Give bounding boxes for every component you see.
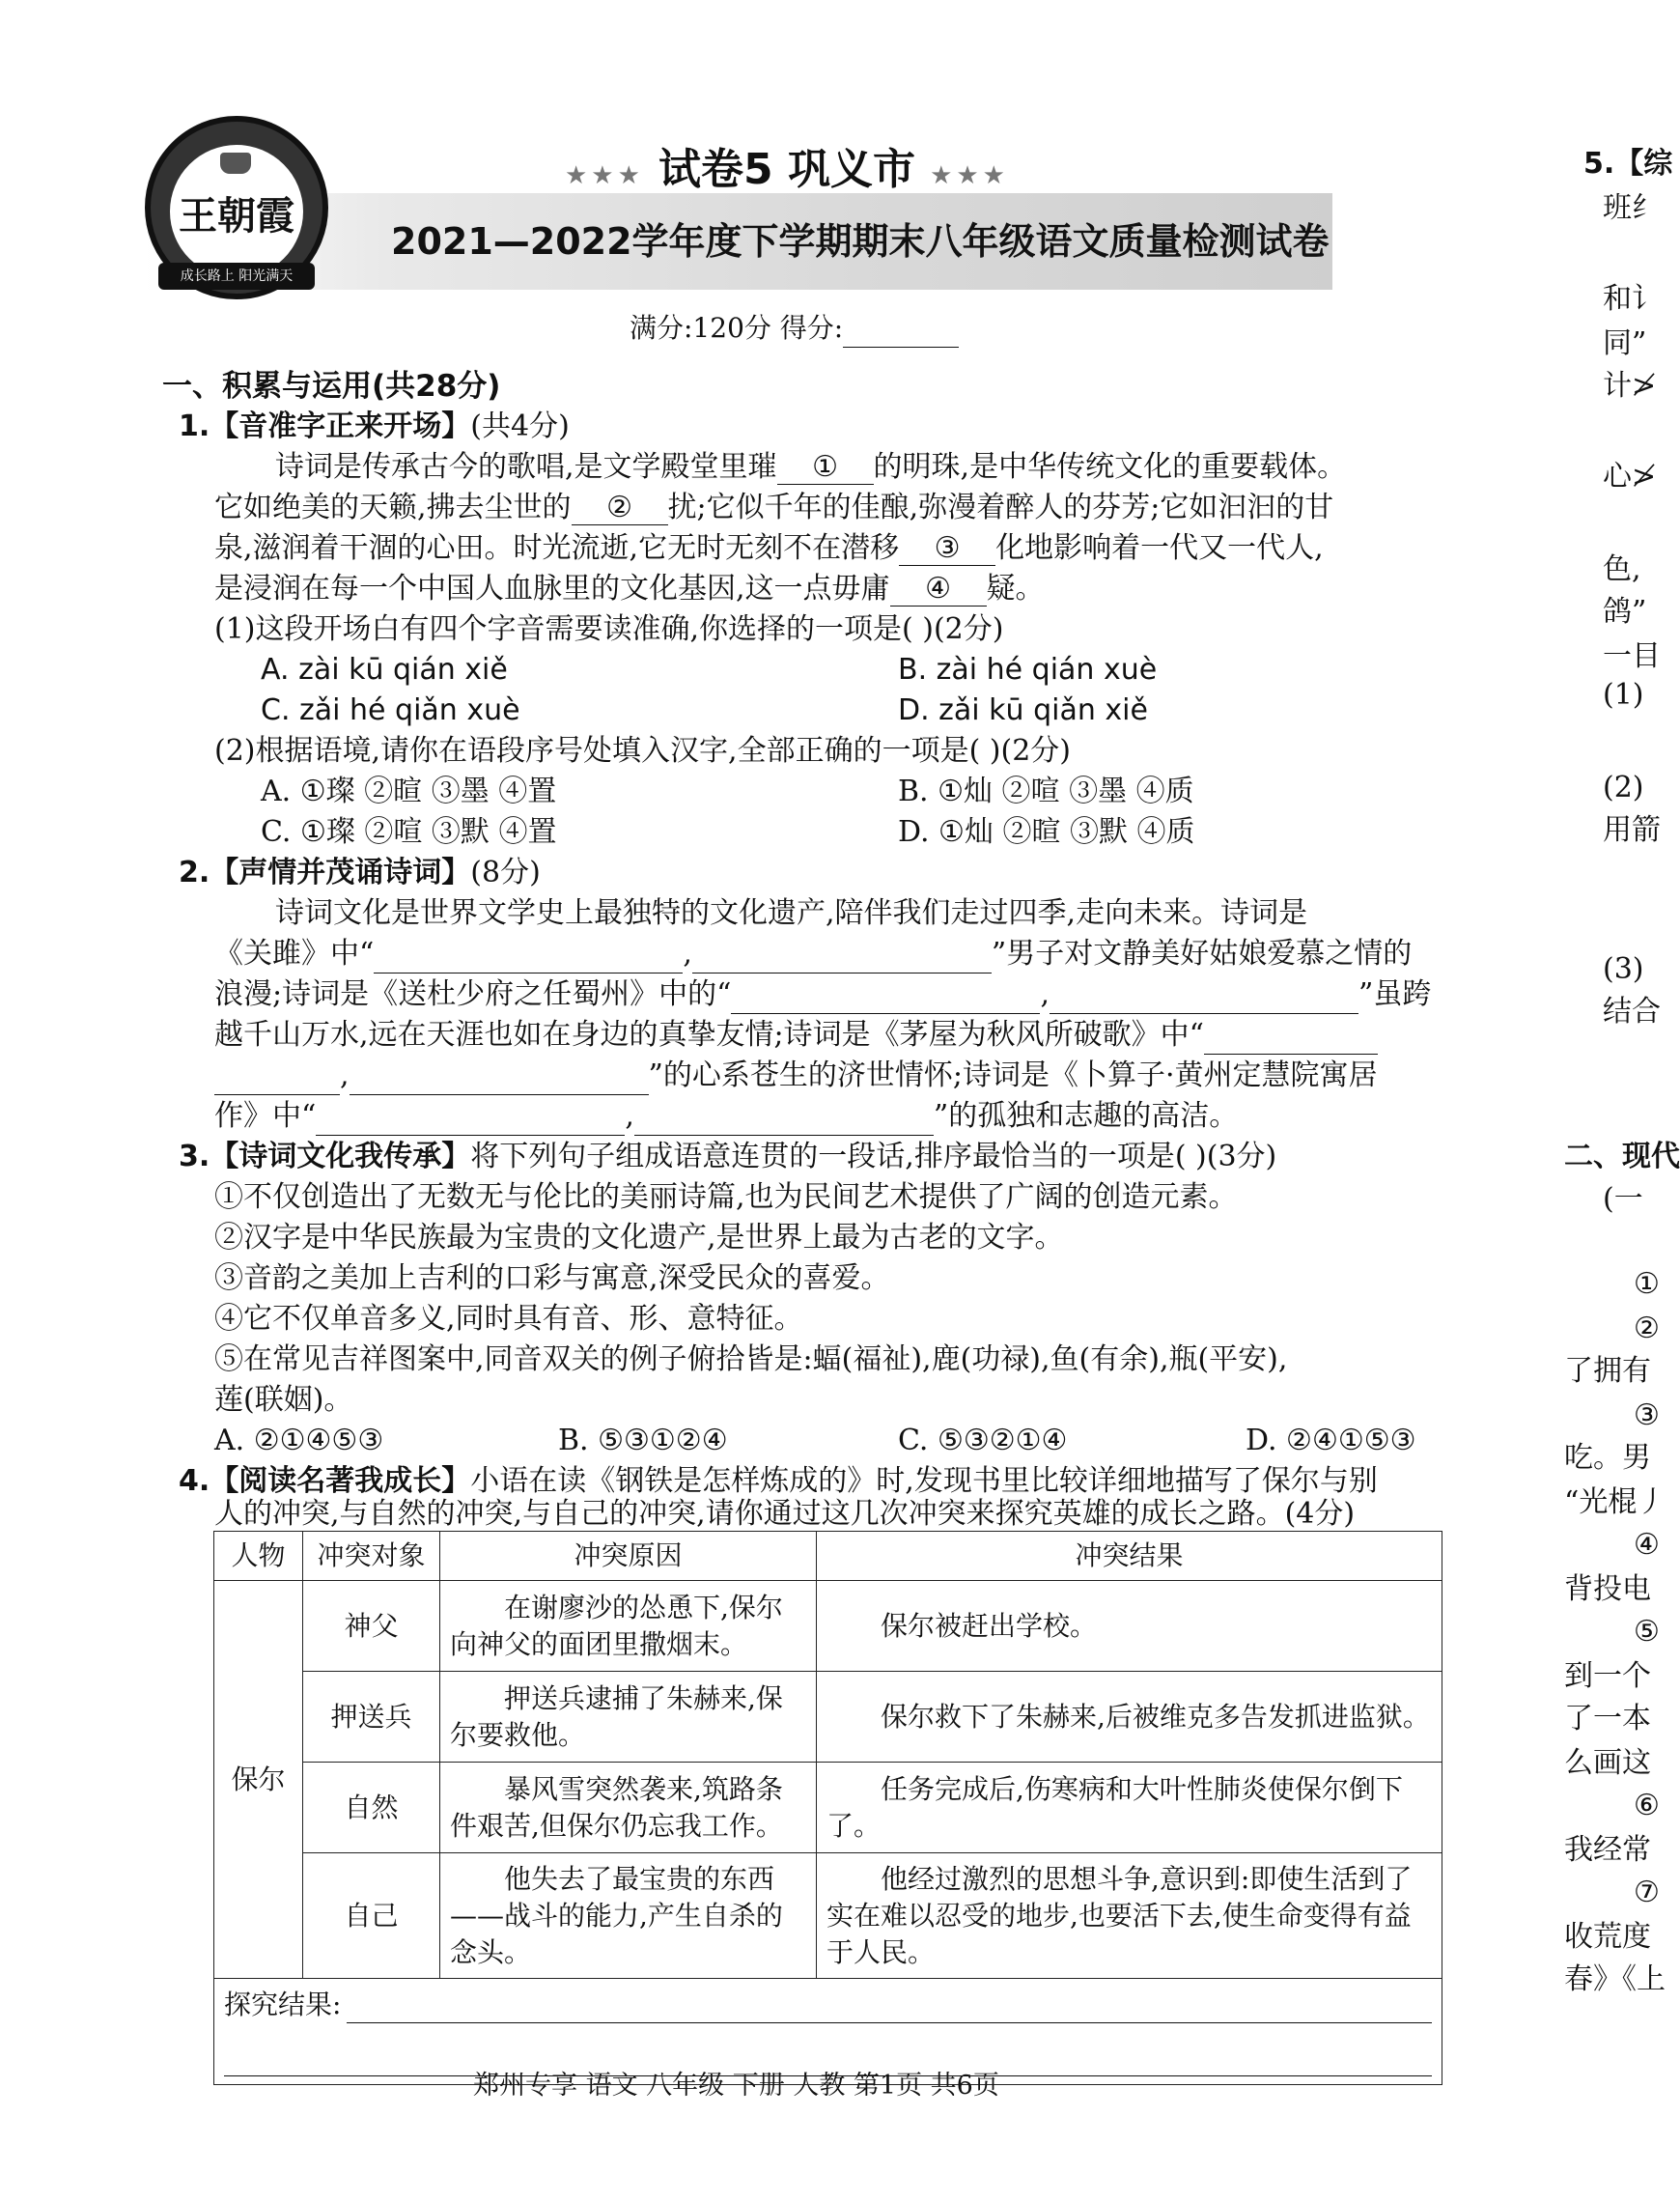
q3-sentence-3: ③音韵之美加上吉利的口彩与寓意,深受民众的喜爱。 (214, 1261, 890, 1295)
q1-blank-2[interactable]: ② (572, 492, 668, 525)
q1-text: 的明珠,是中华传统文化的重要载体。 (873, 450, 1347, 484)
q3-title (179, 1138, 1276, 1176)
section1-heading: 一、积累与运用(共28分) (162, 369, 501, 404)
q2-blank-6[interactable] (350, 1063, 649, 1095)
result-cell: 任务完成后,伤寒病和大叶性肺炎使保尔倒下了。 (817, 1763, 1442, 1853)
explore-label: 探究结果: (224, 1989, 342, 2020)
cause-cell: 暴风雪突然袭来,筑路条件艰苦,但保尔仍忘我工作。 (440, 1763, 817, 1853)
q2-title (179, 854, 541, 892)
logo-inner (170, 145, 303, 278)
q4-label: 4.【阅读名著我成长】 (179, 1464, 471, 1498)
right-line: (3) (1603, 952, 1644, 986)
q3-option-c[interactable]: C. ⑤③②①④ (898, 1424, 1068, 1457)
table-header-row (214, 1532, 1442, 1581)
q2-blank-8[interactable] (634, 1104, 934, 1136)
right-line: 用箭 (1603, 813, 1661, 847)
q1-blank-3[interactable]: ③ (899, 532, 995, 566)
right-para: ⑤ (1634, 1615, 1660, 1649)
q2-blank-1[interactable] (374, 942, 683, 974)
q1-para-line2 (214, 489, 1333, 527)
q1-text: 化地影响着一代又一代人, (995, 531, 1324, 565)
result-cell: 保尔救下了朱赫来,后被维克多告发抓进监狱。 (817, 1672, 1442, 1763)
q3-option-b[interactable]: B. ⑤③①②④ (558, 1424, 728, 1457)
q2-blank-7[interactable] (316, 1104, 625, 1136)
q1-sub2-option-d[interactable]: D. ①灿 ②暄 ③默 ④质 (898, 815, 1195, 849)
crown-icon (220, 153, 251, 174)
table-row (214, 1581, 1442, 1672)
q1-sub1-option-b[interactable]: B. zài hé qián xuè (898, 653, 1158, 687)
right-section2-sub: (一 (1603, 1182, 1643, 1216)
table-row (214, 1672, 1442, 1763)
right-para: 春》《上 (1564, 1962, 1666, 1996)
q3-sentence-4: ④它不仅单音多义,同时具有音、形、意特征。 (214, 1302, 803, 1336)
right-line: 一目 (1603, 639, 1661, 673)
right-line: (1) (1603, 678, 1644, 712)
target-cell: 自然 (303, 1763, 440, 1853)
right-para: 背投电 (1564, 1572, 1651, 1606)
q1-text: 是浸润在每一个中国人血脉里的文化基因,这一点毋庸 (214, 572, 890, 606)
target-cell: 押送兵 (303, 1672, 440, 1763)
right-line: 色, (1603, 552, 1641, 586)
table-header-cell: 冲突原因 (440, 1532, 817, 1581)
score-line (630, 309, 959, 348)
table-header-cell: 冲突对象 (303, 1532, 440, 1581)
q2-label: 2.【声情并茂诵诗词】 (179, 856, 471, 889)
right-line: 同” (1603, 326, 1647, 360)
q2-line3 (214, 975, 1431, 1014)
q3-option-a[interactable]: A. ②①④⑤③ (214, 1424, 384, 1457)
q2-text: ”虽跨 (1358, 977, 1432, 1011)
q1-points: (共4分) (470, 409, 570, 443)
right-line: (2) (1603, 771, 1644, 804)
right-para: 了拥有 (1564, 1354, 1651, 1388)
q1-text: 它如绝美的天籁,拂去尘世的 (214, 491, 572, 524)
q2-line6 (214, 1097, 1238, 1136)
cause-cell: 押送兵逮捕了朱赫来,保尔要救他。 (440, 1672, 817, 1763)
q1-para-line4 (214, 570, 1045, 608)
q2-text: , (340, 1058, 350, 1092)
q3-label: 3.【诗词文化我传承】 (179, 1140, 471, 1173)
exam-subtitle: 2021—2022学年度下学期期末八年级语文质量检测试卷 (391, 220, 1330, 263)
q1-sub1-option-a[interactable]: A. zài kū qián xiě (261, 653, 508, 687)
q1-sub1-option-d[interactable]: D. zǎi kū qiǎn xiě (898, 693, 1148, 727)
conflict-table (213, 1531, 1442, 2085)
table-header-cell: 人物 (214, 1532, 303, 1581)
logo-text: 王朝霞 (179, 193, 294, 239)
q1-sub1: (1)这段开场白有四个字音需要读准确,你选择的一项是( )(2分) (214, 612, 1004, 646)
publisher-logo (145, 116, 328, 299)
q2-text: , (1040, 977, 1050, 1011)
q2-blank-2[interactable] (692, 942, 992, 974)
q3-sentence-5b: 莲(联姻)。 (214, 1383, 353, 1417)
right-para: ⑦ (1634, 1876, 1660, 1909)
right-para: ④ (1634, 1528, 1660, 1562)
right-para: 吃。男 (1564, 1441, 1651, 1475)
right-line: 结合 (1603, 995, 1661, 1029)
cause-cell: 他失去了最宝贵的东西——战斗的能力,产生自杀的念头。 (440, 1853, 817, 1979)
right-section2-heading: 二、现代 (1564, 1140, 1680, 1173)
q2-blank-3[interactable] (731, 982, 1040, 1014)
q2-text: ”男子对文静美好姑娘爱慕之情的 (991, 937, 1413, 971)
q1-text: 扰;它似千年的佳酿,弥漫着醉人的芬芳;它如汩汩的甘 (667, 491, 1334, 524)
q1-blank-1[interactable]: ① (777, 451, 874, 485)
q2-line2 (214, 935, 1412, 974)
right-line: 计≯ (1603, 369, 1657, 403)
q1-text: 诗词是传承古今的歌唱,是文学殿堂里璀 (275, 450, 777, 484)
q1-blank-4[interactable]: ④ (890, 573, 987, 607)
q2-text: ”的孤独和志趣的高洁。 (933, 1099, 1239, 1133)
q2-text: 浪漫;诗词是《送杜少府之任蜀州》中的“ (214, 977, 732, 1011)
q2-text: 《关雎》中“ (214, 937, 375, 971)
q1-text: 疑。 (986, 572, 1045, 606)
q2-line1: 诗词文化是世界文学史上最独特的文化遗产,陪伴我们走过四季,走向未来。诗词是 (275, 896, 1308, 930)
q1-sub2-option-b[interactable]: B. ①灿 ②喧 ③墨 ④质 (898, 775, 1194, 808)
logo-ribbon-text: 成长路上 阳光满天 (180, 268, 294, 284)
title-row (565, 141, 1009, 199)
right-para: ⑥ (1634, 1789, 1660, 1822)
right-para: 收荒度 (1564, 1920, 1651, 1954)
q1-label: 1.【音准字正来开场】 (179, 409, 471, 443)
right-q5-label: 5.【综 (1583, 147, 1673, 181)
result-cell: 保尔被赶出学校。 (817, 1581, 1442, 1672)
q1-sub2-option-a[interactable]: A. ①璨 ②暄 ③墨 ④置 (261, 775, 557, 808)
q2-points: (8分) (470, 856, 541, 889)
right-para: ① (1634, 1267, 1660, 1301)
right-para: ② (1634, 1312, 1660, 1345)
table-row (214, 1763, 1442, 1853)
q3-sentence-5a: ⑤在常见吉祥图案中,同音双关的例子俯拾皆是:蝠(福祉),鹿(功禄),鱼(有余),瓶(平安), (214, 1342, 1288, 1376)
table-row (214, 1853, 1442, 1979)
q4-stem1: 小语在读《钢铁是怎样炼成的》时,发现书里比较详细地描写了保尔与别 (470, 1464, 1378, 1498)
q2-text: 作》中“ (214, 1099, 317, 1133)
score-text: 满分:120分 得分: (630, 312, 844, 344)
q2-blank-5b[interactable] (214, 1063, 340, 1095)
right-para: 么画这 (1564, 1746, 1651, 1780)
logo-ribbon (158, 263, 315, 290)
q3-sentence-1: ①不仅创造出了无数无与伦比的美丽诗篇,也为民间艺术提供了广阔的创造元素。 (214, 1180, 1238, 1214)
q1-para-line1 (275, 448, 1346, 487)
q3-option-d[interactable]: D. ②④①⑤③ (1246, 1424, 1416, 1457)
right-para: 了一本 (1564, 1702, 1651, 1735)
q1-sub2-option-c[interactable]: C. ①璨 ②喧 ③默 ④置 (261, 815, 557, 849)
page-footer: 郑州专享 语文 八年级 下册 人教 第1页 共6页 (473, 2071, 999, 2101)
q3-stem: 将下列句子组成语意连贯的一段话,排序最恰当的一项是( )(3分) (470, 1140, 1277, 1173)
right-para: “光棍丿 (1564, 1485, 1666, 1519)
q1-para-line3 (214, 529, 1324, 568)
star-icons-left: ★★★ (565, 161, 644, 190)
right-line: 鸽” (1603, 595, 1647, 629)
q2-text: ”的心系苍生的济世情怀;诗词是《卜算子·黄州定慧院寓居 (648, 1058, 1378, 1092)
result-cell: 他经过激烈的思想斗争,意识到:即使生活到了实在难以忍受的地步,也要活下去,使生命变得有益于人民。 (817, 1853, 1442, 1979)
cause-cell: 在谢廖沙的怂恿下,保尔向神父的面团里撒烟末。 (440, 1581, 817, 1672)
q2-text: , (683, 937, 692, 971)
star-icons-right: ★★★ (930, 161, 1009, 190)
right-line: 和讠 (1603, 282, 1661, 316)
q1-title (179, 408, 570, 446)
explore-answer-blank-1[interactable] (347, 1991, 1432, 2023)
target-cell: 自己 (303, 1853, 440, 1979)
target-cell: 神父 (303, 1581, 440, 1672)
q1-sub2: (2)根据语境,请你在语段序号处填入汉字,全部正确的一项是( )(2分) (214, 734, 1072, 768)
right-line: 班纟 (1603, 191, 1661, 225)
person-cell: 保尔 (214, 1581, 303, 1979)
right-line: 心≯ (1603, 460, 1657, 494)
q2-line5 (214, 1057, 1378, 1095)
q2-line4 (214, 1016, 1378, 1055)
q2-blank-4[interactable] (1050, 982, 1358, 1014)
q1-sub1-option-c[interactable]: C. zǎi hé qiǎn xuè (261, 693, 520, 727)
q2-blank-5a[interactable] (1204, 1023, 1378, 1055)
q3-sentence-2: ②汉字是中华民族最为宝贵的文化遗产,是世界上最为古老的文字。 (214, 1221, 1064, 1255)
right-para: 到一个 (1564, 1659, 1651, 1693)
page-title: 试卷5 巩义市 (658, 145, 915, 194)
right-para: ③ (1634, 1398, 1660, 1432)
right-para: 我经常 (1564, 1833, 1651, 1867)
q4-stem2: 人的冲突,与自然的冲突,与自己的冲突,请你通过这几次冲突来探究英雄的成长之路。(4分) (214, 1497, 1356, 1531)
q2-text: 越千山万水,远在天涯也如在身边的真挚友情;诗词是《茅屋为秋风所破歌》中“ (214, 1018, 1204, 1052)
q1-text: 泉,滋润着干涸的心田。时光流逝,它无时无刻不在潜移 (214, 531, 900, 565)
table-header-cell: 冲突结果 (817, 1532, 1442, 1581)
q2-text: , (625, 1099, 634, 1133)
score-blank[interactable] (843, 316, 959, 348)
